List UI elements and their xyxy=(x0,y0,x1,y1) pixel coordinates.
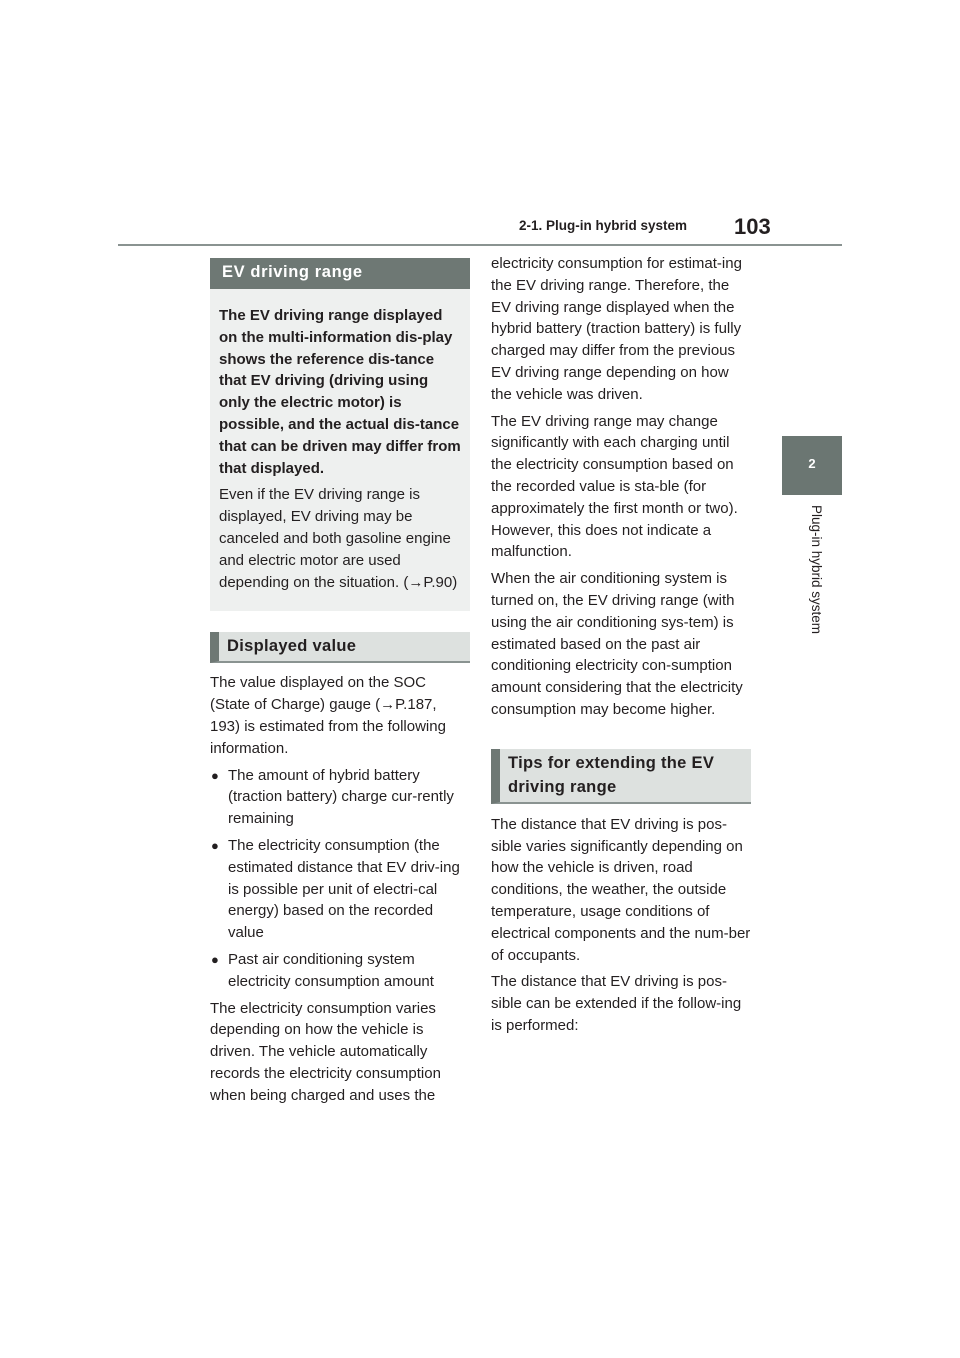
section-title: 2-1. Plug-in hybrid system xyxy=(519,218,688,233)
page-number: 103 xyxy=(734,214,771,239)
list-item xyxy=(210,835,470,944)
list-item-text: The electricity consumption (the estimated distance that EV driv-ing is possible per unit of electri-cal energy) based on the recorded value xyxy=(228,836,460,942)
chapter-number: 2 xyxy=(808,456,816,471)
bullet-icon: ● xyxy=(211,951,219,967)
displayed-value-heading: Displayed value xyxy=(210,632,470,663)
chapter-tab xyxy=(782,436,842,495)
ev-driving-range-title: EV driving range xyxy=(210,258,470,289)
tips-heading: Tips for extending the EV driving range xyxy=(491,749,751,804)
consumption-paragraph-continued: electricity consumption for estimat-ing the EV driving range. Therefore, the EV driving range displayed when the hybrid battery (traction battery) is fully charged may differ from the previous EV driving range depending on how the vehicle was driven. xyxy=(491,255,742,403)
tips-paragraph-2: The distance that EV driving is pos-sible can be extended if the follow-ing is performed: xyxy=(491,973,742,1034)
tips-paragraph-1: The distance that EV driving is pos-sible varies significantly depending on how the vehicle is driven, road conditions, the weather, the outside temperature, usage conditions of electrical components and the num-ber of occupants. xyxy=(491,815,751,964)
bullet-icon: ● xyxy=(211,767,219,783)
info-list xyxy=(210,765,470,993)
bullet-icon: ● xyxy=(211,837,219,853)
list-item xyxy=(210,949,470,993)
intro-text: The value displayed on the SOC (State of Charge) gauge ( xyxy=(210,674,426,714)
header-divider xyxy=(118,244,842,246)
ev-range-lead: The EV driving range displayed on the multi-information dis-play shows the reference dis-tance that EV driving (driving using only the electric motor) is possible, and the actual dis-tance that can be driven may differ from that displayed. xyxy=(219,307,461,477)
page-ref-link[interactable]: P.187, 193) is estimated from the following information. xyxy=(210,696,446,757)
page-ref-link[interactable]: P.90) xyxy=(423,573,458,591)
list-item-text: The amount of hybrid battery (traction battery) charge cur-rently remaining xyxy=(228,766,454,828)
air-conditioning-paragraph: When the air conditioning system is turned on, the EV driving range (with using the air conditioning sys-tem) is estimated based on the past air conditioning electricity con-sumption amount considering that the electricity consumption may become higher. xyxy=(491,570,743,718)
list-item xyxy=(210,765,470,830)
list-item-text: Past air conditioning system electricity consumption amount xyxy=(228,950,434,990)
ev-range-body-text: Even if the EV driving range is displayed, EV driving may be canceled and both gasoline engine and electric motor are used depending on the situation. ( xyxy=(219,486,451,591)
displayed-value-intro xyxy=(210,672,470,759)
left-column xyxy=(210,258,470,1112)
ev-driving-range-box xyxy=(210,258,470,611)
range-change-paragraph: The EV driving range may change significantly with each charging until the electricity consumption based on the recorded value is sta-ble (for approximately the first month or two). However, this does not indicate a malfunction. xyxy=(491,412,738,561)
ref-arrow-icon: → xyxy=(408,573,424,591)
consumption-paragraph-start: The electricity consumption varies depending on how the vehicle is driven. The vehicle automatically records the electricity consumption when being charged and uses the xyxy=(210,999,441,1104)
right-column xyxy=(491,253,751,1042)
ref-arrow-icon: → xyxy=(380,696,396,714)
chapter-label: Plug-in hybrid system xyxy=(809,505,824,635)
ev-range-body xyxy=(219,484,461,593)
